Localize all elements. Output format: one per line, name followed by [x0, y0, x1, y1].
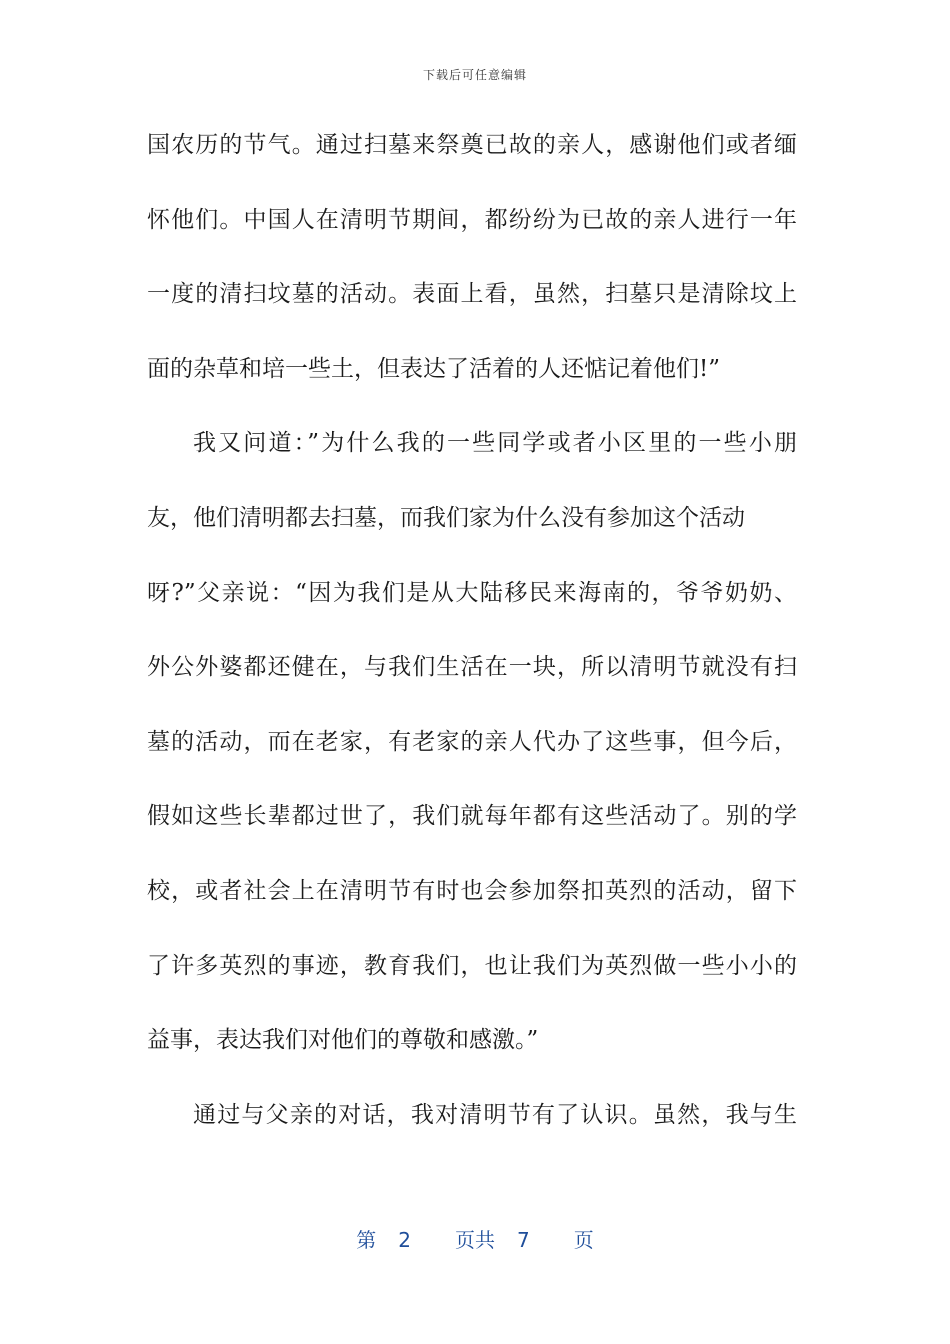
- text-line: 外公外婆都还健在，与我们生活在一块，所以清明节就没有扫: [147, 654, 797, 681]
- text-line: 一度的清扫坟墓的活动。表面上看，虽然，扫墓只是清除坟上: [147, 281, 797, 308]
- text-line: 益事，表达我们对他们的尊敬和感激。”: [147, 1027, 539, 1054]
- text-line: 怀他们。中国人在清明节期间，都纷纷为已故的亲人进行一年: [147, 206, 797, 233]
- text-line: 了许多英烈的事迹，教育我们，也让我们为英烈做一些小小的: [147, 952, 797, 979]
- page-footer: [0, 1224, 950, 1253]
- document-body: [147, 119, 797, 1163]
- text-line: 呀?”父亲说：“因为我们是从大陆移民来海南的，爷爷奶奶、: [147, 579, 797, 606]
- text-line: 面的杂草和培一些土，但表达了活着的人还惦记着他们!”: [147, 355, 721, 382]
- footer-page-number: 2: [398, 1228, 411, 1252]
- text-line: 友，他们清明都去扫墓，而我们家为什么没有参加这个活动: [147, 504, 745, 531]
- text-line: 校，或者社会上在清明节有时也会参加祭扣英烈的活动，留下: [147, 877, 797, 904]
- footer-middle: 页共: [455, 1228, 495, 1252]
- text-line: 我又问道：”为什么我的一些同学或者小区里的一些小朋: [193, 430, 797, 457]
- footer-total-pages: 7: [517, 1228, 530, 1252]
- footer-prefix: 第: [356, 1228, 377, 1252]
- text-line: 通过与父亲的对话，我对清明节有了认识。虽然，我与生: [193, 1101, 797, 1128]
- text-line: 墓的活动，而在老家，有老家的亲人代办了这些事，但今后，: [147, 728, 797, 755]
- text-line: 假如这些长辈都过世了，我们就每年都有这些活动了。别的学: [147, 803, 797, 830]
- page-header: 下载后可任意编辑: [422, 68, 527, 82]
- footer-suffix: 页: [573, 1228, 594, 1252]
- text-line: 国农历的节气。通过扫墓来祭奠已故的亲人，感谢他们或者缅: [147, 132, 797, 158]
